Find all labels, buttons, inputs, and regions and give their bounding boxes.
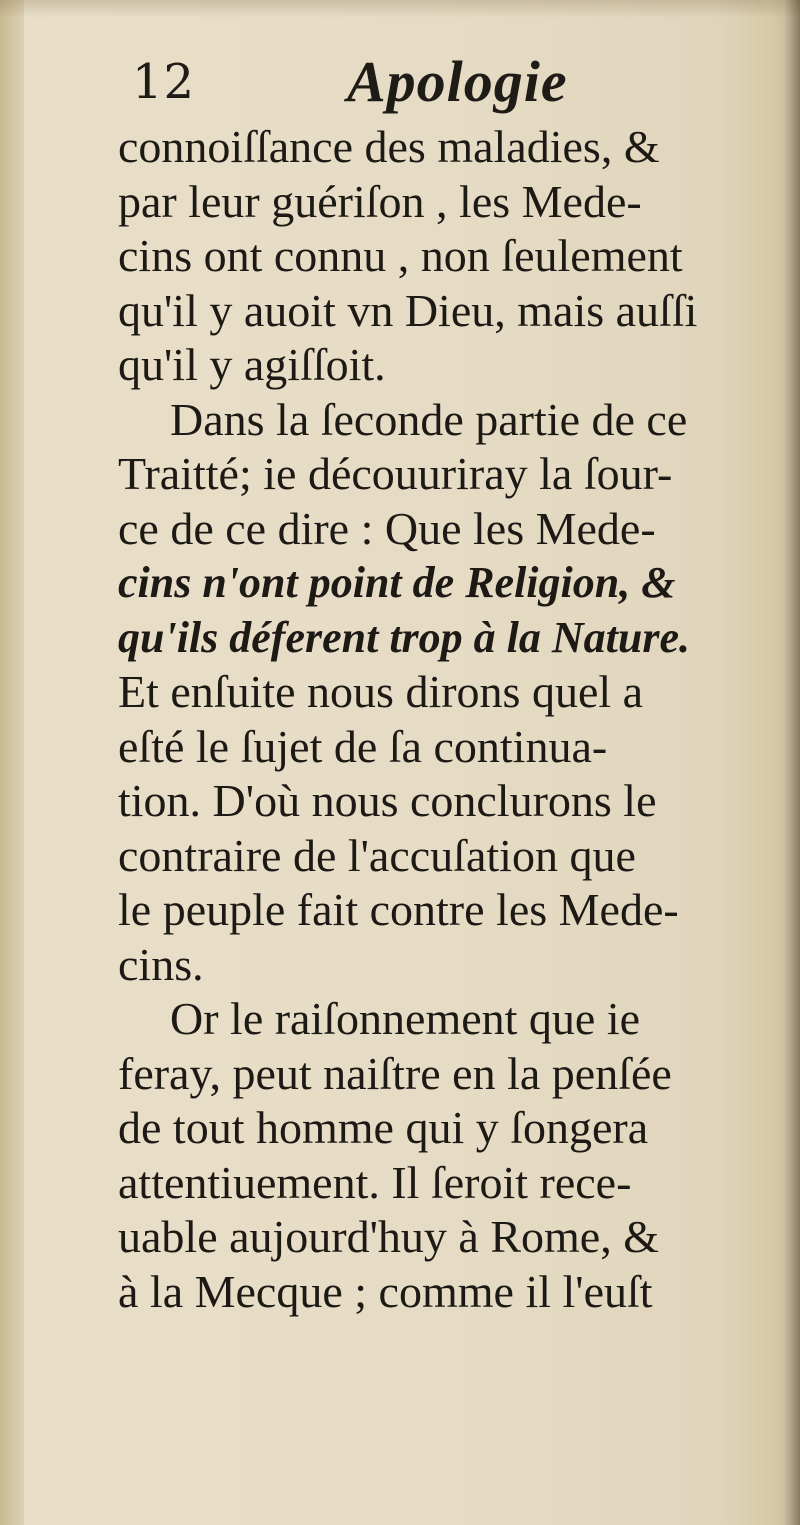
text-line: uable aujourd'huy à Rome, & xyxy=(118,1211,659,1262)
text-line: Dans la ſeconde partie de ce xyxy=(170,393,688,445)
page-top-shade xyxy=(0,0,800,18)
running-title: Apologie xyxy=(347,49,568,114)
page-header xyxy=(132,48,742,118)
text-line: Or le raiſonnement que ie xyxy=(170,993,641,1044)
page-left-edge xyxy=(0,0,24,1525)
text-line: qu'il y agiſſoit. xyxy=(118,339,386,390)
text-line: le peuple fait contre les Mede- xyxy=(118,884,679,935)
text-line: feray, peut naiſtre en la penſée xyxy=(118,1047,672,1099)
text-line: à la Mecque ; comme il l'euſt xyxy=(118,1265,653,1317)
text-line: qu'ils déferent trop à la Nature. xyxy=(118,612,691,662)
page-binding-shadow xyxy=(770,0,800,1525)
text-line: cins n'ont point de Religion, & xyxy=(118,558,676,607)
text-line: par leur guériſon , les Mede- xyxy=(118,175,642,227)
text-line: ce de ce dire : Que les Mede- xyxy=(118,502,656,554)
text-line: connoiſſance des maladies, & xyxy=(118,121,660,172)
text-line: attentiuement. Il ſeroit rece- xyxy=(118,1156,632,1208)
text-line: contraire de l'accuſation que xyxy=(118,829,636,881)
text-line: Traitté; ie découuriray la ſour- xyxy=(118,448,673,499)
text-line: de tout homme qui y ſongera xyxy=(118,1102,649,1153)
text-line: tion. D'où nous conclurons le xyxy=(118,775,657,826)
text-line: cins ont connu , non ſeulement xyxy=(118,230,683,281)
body-text xyxy=(118,120,756,1319)
text-line: eſté le ſujet de ſa continua- xyxy=(118,720,608,772)
page-number: 12 xyxy=(132,54,196,110)
text-line: Et enſuite nous dirons quel a xyxy=(118,666,644,717)
text-line: qu'il y auoit vn Dieu, mais auſſi xyxy=(118,284,698,336)
text-line: cins. xyxy=(118,938,204,990)
